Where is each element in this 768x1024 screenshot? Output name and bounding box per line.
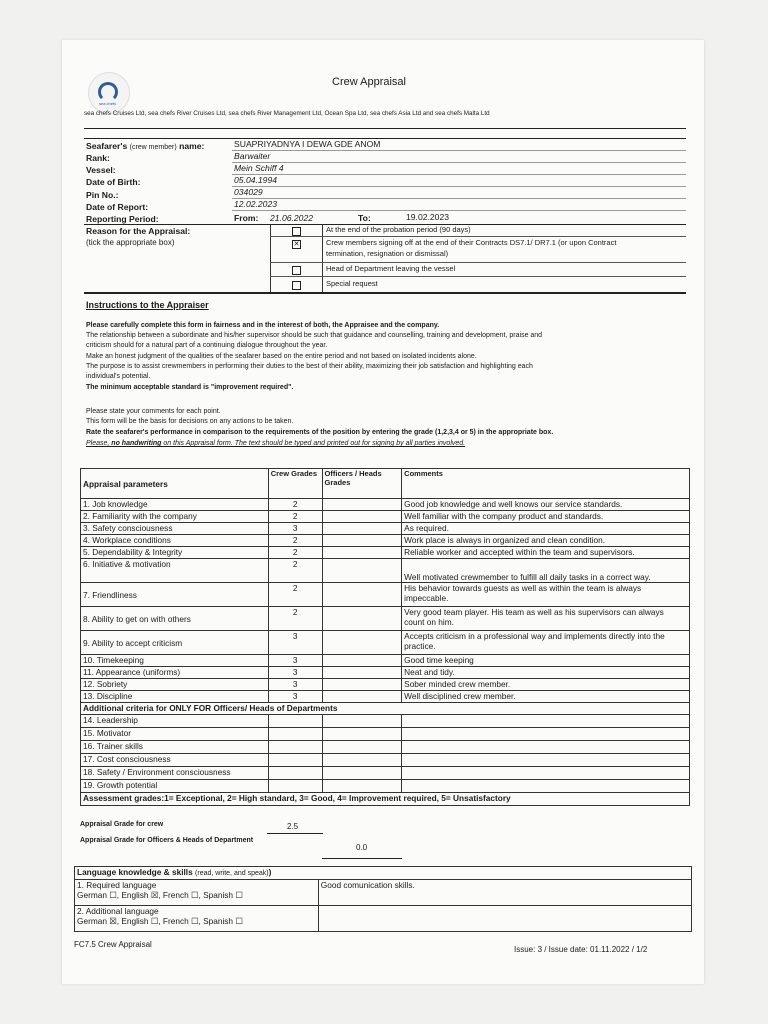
crew-grade[interactable]	[268, 754, 322, 767]
rank-value: Barwaiter	[234, 151, 271, 161]
instructions-p3: criticism should for a natural part of a continuing dialogue throughout the year.	[86, 342, 328, 349]
reason-checkbox-special[interactable]	[292, 281, 301, 290]
language-heading: Language knowledge & skills (read, write, and speak))	[75, 867, 692, 880]
instructions-p4: Make an honest judgment of the qualities of the seafarer based on the entire period and not based on isolated incidents alone.	[86, 353, 477, 360]
from-label: From:	[234, 213, 259, 223]
additional-language-label: 2. Additional language	[77, 906, 159, 916]
comment[interactable]: Very good team player. His team as well as his supervisors can always count on him.	[402, 607, 690, 631]
comment[interactable]: His behavior towards guests as well as within the team is always impeccable.	[402, 583, 690, 607]
officer-grade[interactable]	[322, 583, 402, 607]
comment[interactable]	[402, 715, 690, 728]
param-label: 19. Growth potential	[81, 780, 269, 793]
required-language-options[interactable]: German ☐, English ☒, French ☐, Spanish ☐	[77, 890, 243, 900]
instructions-p9: This form will be the basis for decisions on any actions to be taken.	[86, 418, 294, 425]
param-label: 16. Trainer skills	[81, 741, 269, 754]
col-header-crew: Crew Grades	[268, 469, 322, 499]
dob-value: 05.04.1994	[234, 175, 278, 185]
crew-grade-label: Appraisal Grade for crew	[80, 821, 164, 828]
dob-label: Date of Birth:	[86, 177, 141, 187]
param-label: 1. Job knowledge	[81, 499, 269, 511]
officer-grade[interactable]	[322, 631, 402, 655]
reason-signoff-cont: termination, resignation or dismissal)	[326, 249, 449, 258]
officer-grade[interactable]	[322, 547, 402, 559]
additional-language-cell	[75, 906, 319, 932]
appraisal-form-page	[62, 40, 704, 984]
instructions-p2: The relationship between a subordinate and his/her supervisor should be such that guidance and counselling, training and development, praise and	[86, 332, 543, 339]
officer-grade[interactable]	[322, 679, 402, 691]
reason-hod: Head of Department leaving the vessel	[326, 264, 456, 273]
col-header-parameters: Appraisal parameters	[81, 469, 269, 499]
crew-grade[interactable]: 2	[268, 535, 322, 547]
officers-grade-total: 0.0	[356, 843, 368, 852]
crew-grade[interactable]: 3	[268, 523, 322, 535]
officer-grade[interactable]	[322, 691, 402, 703]
param-label: 14. Leadership	[81, 715, 269, 728]
param-label: 10. Timekeeping	[81, 655, 269, 667]
crew-grade[interactable]: 3	[268, 631, 322, 655]
rank-label: Rank:	[86, 153, 110, 163]
comment[interactable]	[402, 754, 690, 767]
param-label: 9. Ability to accept criticism	[81, 631, 269, 655]
crew-grade[interactable]: 3	[268, 667, 322, 679]
report-date-label: Date of Report:	[86, 202, 149, 212]
instructions-p10: Rate the seafarer's performance in comparison to the requirements of the position by entering the grade (1,2,3,4 or 5) in the appropriate box.	[86, 429, 554, 436]
required-language-label: 1. Required language	[77, 880, 157, 890]
grades-legend: Assessment grades:1= Exceptional, 2= High standard, 3= Good, 4= Improvement required, 5= Unsatisfactory	[81, 793, 690, 806]
comment[interactable]: Neat and tidy.	[402, 667, 690, 679]
seafarer-name: SUAPRIYADNYA I DEWA GDE ANOM	[234, 139, 381, 149]
officer-grade[interactable]	[322, 511, 402, 523]
crew-grade[interactable]: 2	[268, 607, 322, 631]
instructions-p8: Please state your comments for each point.	[86, 408, 221, 415]
reason-checkbox-signoff[interactable]: ✕	[293, 241, 300, 248]
param-label: 18. Safety / Environment consciousness	[81, 767, 269, 780]
officers-grade-label: Appraisal Grade for Officers & Heads of Department	[80, 837, 254, 844]
crew-grade[interactable]: 3	[268, 655, 322, 667]
crew-grade[interactable]: 2	[268, 511, 322, 523]
officer-grade[interactable]	[322, 523, 402, 535]
col-header-officers: Officers / Heads Grades	[322, 469, 402, 499]
officer-grade[interactable]	[322, 607, 402, 631]
officer-grade[interactable]	[322, 728, 402, 741]
officer-grade[interactable]	[322, 559, 402, 583]
param-label: 8. Ability to get on with others	[81, 607, 269, 631]
param-label: 13. Discipline	[81, 691, 269, 703]
footer-form-id: FC7.5 Crew Appraisal	[74, 940, 152, 949]
officer-grade[interactable]	[322, 667, 402, 679]
crew-grade[interactable]	[268, 728, 322, 741]
report-date-value: 12.02.2023	[234, 199, 278, 209]
reason-probation: At the end of the probation period (90 days)	[326, 225, 471, 234]
officer-grade[interactable]	[322, 499, 402, 511]
comment[interactable]: As required.	[402, 523, 690, 535]
comment[interactable]: Reliable worker and accepted within the team and supervisors.	[402, 547, 690, 559]
language-table	[74, 866, 692, 932]
comment[interactable]	[402, 741, 690, 754]
required-language-cell	[75, 880, 319, 906]
comment[interactable]: Accepts criticism in a professional way and implements directly into the practice.	[402, 631, 690, 655]
crew-grade[interactable]	[268, 767, 322, 780]
param-label: 4. Workplace conditions	[81, 535, 269, 547]
comment[interactable]: Well motivated crewmember to fulfill all daily tasks in a correct way.	[402, 559, 690, 583]
instructions-p7: The minimum acceptable standard is "improvement required".	[86, 384, 294, 391]
officer-grade[interactable]	[322, 754, 402, 767]
appraisal-table	[80, 468, 690, 806]
reason-signoff: Crew members signing off at the end of their Contracts DS7.1/ DR7.1 (or upon Contract	[326, 238, 617, 247]
crew-grade[interactable]: 2	[268, 559, 322, 583]
required-language-comment[interactable]: Good comunication skills.	[318, 880, 691, 906]
officer-grade[interactable]	[322, 715, 402, 728]
param-label: 5. Dependability & Integrity	[81, 547, 269, 559]
officer-grade[interactable]	[322, 535, 402, 547]
crew-grade[interactable]: 3	[268, 691, 322, 703]
param-label: 6. Initiative & motivation	[81, 559, 269, 583]
vessel-value: Mein Schiff 4	[234, 163, 284, 173]
crew-grade[interactable]	[268, 715, 322, 728]
additional-language-options[interactable]: German ☒, English ☐, French ☐, Spanish ☐	[77, 916, 243, 926]
pin-label: Pin No.:	[86, 190, 119, 200]
crew-grade[interactable]	[268, 780, 322, 793]
instructions-p5: The purpose is to assist crewmembers in performing their duties to the best of their ability, maximizing their job satisfaction and highlighting each	[86, 363, 533, 370]
instructions-p11: Please, no handwriting on this Appraisal form. The text should be typed and printed out for signing by all parties involved.	[86, 440, 466, 447]
officer-grade[interactable]	[322, 741, 402, 754]
reason-hint: (tick the appropriate box)	[86, 238, 175, 247]
reason-checkbox-hod[interactable]	[292, 266, 301, 275]
col-header-comments: Comments	[402, 469, 690, 499]
to-label: To:	[358, 213, 371, 223]
instructions-p1: Please carefully complete this form in fairness and in the interest of both, the Appraisee and the company.	[86, 322, 440, 329]
instructions-p6: individual's potential.	[86, 373, 151, 380]
reason-special: Special request	[326, 279, 378, 288]
comment[interactable]: Well familiar with the company product and standards.	[402, 511, 690, 523]
instructions-heading: Instructions to the Appraiser	[86, 300, 209, 310]
crew-grade[interactable]: 2	[268, 547, 322, 559]
param-label: 11. Appearance (uniforms)	[81, 667, 269, 679]
company-list: sea chefs Cruises Ltd, sea chefs River Cruises Ltd, sea chefs River Management Ltd, Ocean Spa Ltd, sea chefs Asia Ltd and sea chefs Malta Ltd	[84, 110, 490, 117]
reason-section	[84, 226, 686, 294]
param-label: 2. Familiarity with the company	[81, 511, 269, 523]
officer-grade[interactable]	[322, 767, 402, 780]
reason-checkbox-probation[interactable]	[292, 227, 301, 236]
additional-language-comment[interactable]	[318, 906, 691, 932]
param-label: 7. Friendliness	[81, 583, 269, 607]
param-label: 3. Safety consciousness	[81, 523, 269, 535]
comment[interactable]: Work place is always in organized and clean condition.	[402, 535, 690, 547]
comment[interactable]: Good time keeping	[402, 655, 690, 667]
crew-grade[interactable]: 2	[268, 499, 322, 511]
param-label: 15. Motivator	[81, 728, 269, 741]
comment[interactable]: Good job knowledge and well knows our service standards.	[402, 499, 690, 511]
crew-grade-total: 2.5	[287, 822, 299, 831]
footer-issue: Issue: 3 / Issue date: 01.11.2022 / 1/2	[514, 945, 648, 954]
vessel-label: Vessel:	[86, 165, 116, 175]
officer-grade[interactable]	[322, 655, 402, 667]
comment[interactable]: Well disciplined crew member.	[402, 691, 690, 703]
crew-grade[interactable]: 3	[268, 679, 322, 691]
crew-grade[interactable]: 2	[268, 583, 322, 607]
comment[interactable]: Sober minded crew member.	[402, 679, 690, 691]
param-label: 17. Cost consciousness	[81, 754, 269, 767]
officer-grade[interactable]	[322, 780, 402, 793]
additional-criteria-heading: Additional criteria for ONLY FOR Officers/ Heads of Departments	[81, 703, 690, 715]
name-label: Seafarer's (crew member) name:	[86, 141, 205, 151]
param-label: 12. Sobriety	[81, 679, 269, 691]
comment[interactable]	[402, 728, 690, 741]
comment[interactable]	[402, 780, 690, 793]
crew-grade[interactable]	[268, 741, 322, 754]
sea-chefs-logo: sea chefs	[88, 72, 130, 114]
page-title: Crew Appraisal	[332, 76, 406, 88]
from-value: 21.06.2022	[270, 213, 314, 223]
reason-label: Reason for the Appraisal:	[86, 226, 191, 236]
to-value: 19.02.2023	[406, 212, 450, 222]
pin-value: 034029	[234, 187, 263, 197]
period-label: Reporting Period:	[86, 214, 159, 224]
comment[interactable]	[402, 767, 690, 780]
